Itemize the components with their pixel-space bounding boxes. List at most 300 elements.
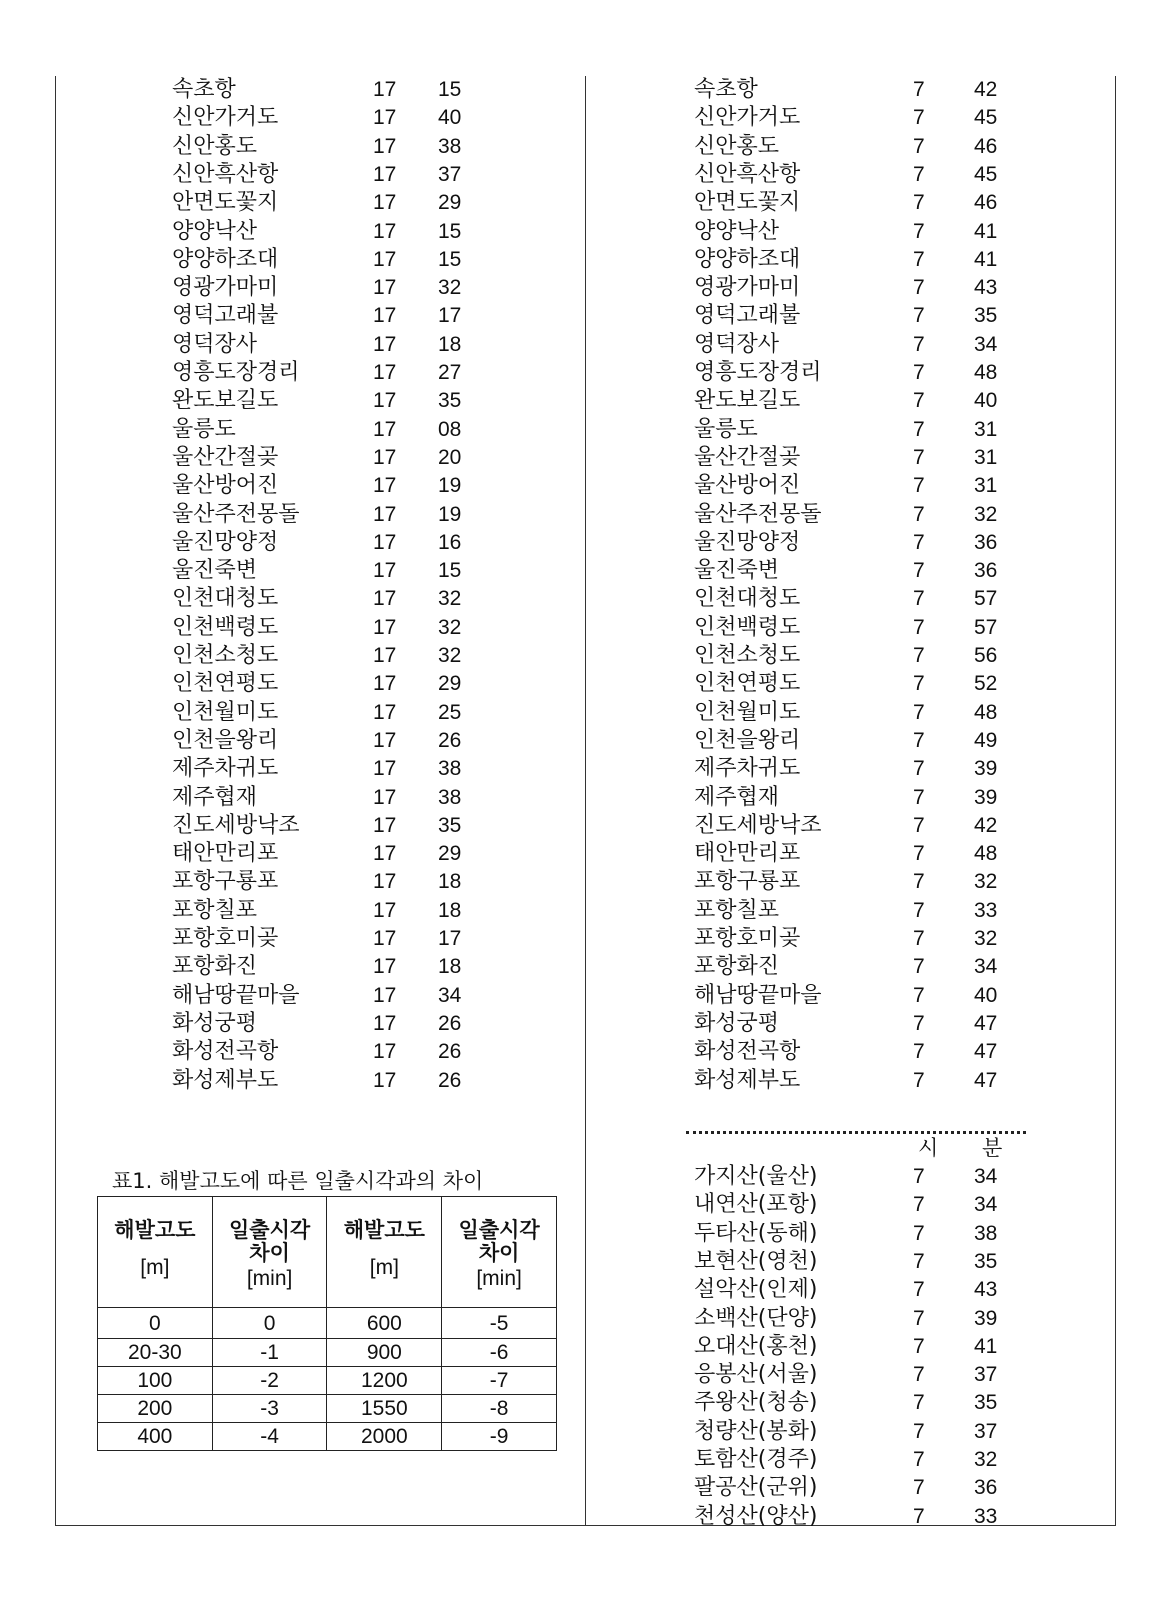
left-row-minute: 38 — [438, 135, 462, 158]
left-row-minute: 15 — [438, 78, 462, 101]
left-row-minute: 19 — [438, 503, 462, 526]
left-row-minute: 32 — [438, 616, 462, 639]
left-row-hour: 17 — [373, 955, 397, 978]
right-row-hour: 7 — [913, 814, 925, 837]
right-row-hour: 7 — [913, 191, 925, 214]
altitude-table-cell: -4 — [212, 1423, 327, 1451]
header-diff-1 — [212, 1197, 327, 1308]
mountain-row-hour: 7 — [913, 1476, 925, 1499]
mountain-row-hour: 7 — [913, 1335, 925, 1358]
left-row-minute: 38 — [438, 757, 462, 780]
mountain-row-minute: 37 — [974, 1363, 998, 1386]
left-row-name: 인천을왕리 — [172, 728, 279, 753]
left-row-name: 포항화진 — [172, 954, 258, 979]
right-row-name: 영광가마미 — [694, 275, 801, 300]
right-row-hour: 7 — [913, 106, 925, 129]
right-row-minute: 46 — [974, 135, 998, 158]
left-row-hour: 17 — [373, 899, 397, 922]
right-row-hour: 7 — [913, 446, 925, 469]
left-row-hour: 17 — [373, 220, 397, 243]
mountain-row-minute: 43 — [974, 1278, 998, 1301]
altitude-table — [97, 1196, 557, 1451]
right-row-name: 안면도꽃지 — [694, 190, 801, 215]
altitude-table-row — [98, 1395, 557, 1423]
right-row-minute: 57 — [974, 587, 998, 610]
altitude-table-cell: 1550 — [327, 1395, 442, 1423]
right-border — [1115, 76, 1116, 1525]
mountain-row-hour: 7 — [913, 1307, 925, 1330]
right-row-hour: 7 — [913, 984, 925, 1007]
left-row-name: 화성전곡항 — [172, 1039, 279, 1064]
right-row-hour: 7 — [913, 786, 925, 809]
altitude-table-cell: -7 — [442, 1367, 557, 1395]
left-row-name: 포항칠포 — [172, 898, 258, 923]
left-row-minute: 17 — [438, 304, 462, 327]
left-row-name: 태안만리포 — [172, 841, 279, 866]
right-row-hour: 7 — [913, 587, 925, 610]
left-row-name: 신안홍도 — [172, 134, 258, 159]
left-row-name: 영덕고래불 — [172, 303, 279, 328]
right-row-minute: 34 — [974, 955, 998, 978]
left-row-hour: 17 — [373, 191, 397, 214]
left-row-name: 제주협재 — [172, 785, 258, 810]
left-row-hour: 17 — [373, 729, 397, 752]
right-row-name: 인천대청도 — [694, 586, 801, 611]
right-row-minute: 41 — [974, 220, 998, 243]
right-row-hour: 7 — [913, 474, 925, 497]
altitude-table-cell: 600 — [327, 1308, 442, 1339]
right-row-minute: 36 — [974, 531, 998, 554]
right-row-minute: 42 — [974, 814, 998, 837]
left-row-minute: 26 — [438, 1012, 462, 1035]
right-row-hour: 7 — [913, 757, 925, 780]
mountain-row-name: 보현산(영천) — [694, 1249, 818, 1274]
left-row-name: 포항호미곶 — [172, 926, 279, 951]
right-row-name: 제주차귀도 — [694, 756, 801, 781]
mountain-row-hour: 7 — [913, 1278, 925, 1301]
right-row-minute: 57 — [974, 616, 998, 639]
right-row-name: 인천백령도 — [694, 615, 801, 640]
right-row-hour: 7 — [913, 248, 925, 271]
altitude-table-cell: -2 — [212, 1367, 327, 1395]
right-row-hour: 7 — [913, 304, 925, 327]
right-row-minute: 32 — [974, 870, 998, 893]
right-row-name: 포항호미곶 — [694, 926, 801, 951]
left-row-hour: 17 — [373, 418, 397, 441]
right-row-name: 울산간절곶 — [694, 445, 801, 470]
mountain-row-hour: 7 — [913, 1193, 925, 1216]
mountain-row-minute: 37 — [974, 1420, 998, 1443]
right-row-name: 속초항 — [694, 77, 758, 102]
mountain-row-name: 가지산(울산) — [694, 1164, 818, 1189]
left-row-hour: 17 — [373, 333, 397, 356]
right-row-minute: 56 — [974, 644, 998, 667]
mountain-row-hour: 7 — [913, 1222, 925, 1245]
right-row-hour: 7 — [913, 78, 925, 101]
left-row-minute: 29 — [438, 842, 462, 865]
right-row-hour: 7 — [913, 1012, 925, 1035]
left-row-hour: 17 — [373, 559, 397, 582]
altitude-table-cell: 900 — [327, 1339, 442, 1367]
header-label: 해발고도 — [114, 1218, 196, 1242]
mountain-row-name: 팔공산(군위) — [694, 1475, 818, 1500]
mountain-minute-header: 분 — [982, 1137, 1003, 1160]
right-row-name: 완도보길도 — [694, 388, 801, 413]
left-row-name: 진도세방낙조 — [172, 813, 300, 838]
left-row-minute: 26 — [438, 729, 462, 752]
left-row-hour: 17 — [373, 927, 397, 950]
left-row-minute: 19 — [438, 474, 462, 497]
left-row-minute: 29 — [438, 672, 462, 695]
right-row-name: 영덕장사 — [694, 332, 780, 357]
right-row-name: 인천소청도 — [694, 643, 801, 668]
left-row-name: 울산주전몽돌 — [172, 502, 300, 527]
header-altitude-2 — [327, 1197, 442, 1308]
altitude-table-cell: -8 — [442, 1395, 557, 1423]
left-row-minute: 17 — [438, 927, 462, 950]
right-row-name: 인천월미도 — [694, 700, 801, 725]
left-row-minute: 26 — [438, 1069, 462, 1092]
left-row-hour: 17 — [373, 814, 397, 837]
mountain-hour-header: 시 — [918, 1137, 939, 1160]
right-row-minute: 32 — [974, 503, 998, 526]
left-row-hour: 17 — [373, 248, 397, 271]
left-row-minute: 34 — [438, 984, 462, 1007]
left-row-minute: 35 — [438, 389, 462, 412]
left-row-hour: 17 — [373, 644, 397, 667]
mountain-row-minute: 35 — [974, 1391, 998, 1414]
right-row-minute: 31 — [974, 474, 998, 497]
left-row-hour: 17 — [373, 78, 397, 101]
header-label: 일출시각 차이 — [458, 1218, 540, 1265]
mountain-row-minute: 32 — [974, 1448, 998, 1471]
mountain-row-name: 청량산(봉화) — [694, 1419, 818, 1444]
header-unit: [m] — [140, 1256, 170, 1279]
right-row-hour: 7 — [913, 616, 925, 639]
mountain-row-minute: 39 — [974, 1307, 998, 1330]
left-row-name: 해남땅끝마을 — [172, 983, 300, 1008]
left-row-name: 인천소청도 — [172, 643, 279, 668]
center-divider — [585, 76, 586, 1525]
mountain-row-minute: 38 — [974, 1222, 998, 1245]
right-row-hour: 7 — [913, 1040, 925, 1063]
altitude-table-cell: 0 — [212, 1308, 327, 1339]
right-row-name: 양양하조대 — [694, 247, 801, 272]
right-row-minute: 34 — [974, 333, 998, 356]
left-row-minute: 40 — [438, 106, 462, 129]
table1-caption: 표1. 해발고도에 따른 일출시각과의 차이 — [112, 1169, 484, 1193]
right-row-hour: 7 — [913, 927, 925, 950]
right-row-minute: 32 — [974, 927, 998, 950]
left-row-name: 양양하조대 — [172, 247, 279, 272]
right-row-minute: 47 — [974, 1012, 998, 1035]
mountain-row-name: 소백산(단양) — [694, 1306, 818, 1331]
right-row-minute: 40 — [974, 389, 998, 412]
altitude-table-row — [98, 1423, 557, 1451]
right-row-name: 신안가거도 — [694, 105, 801, 130]
left-row-hour: 17 — [373, 163, 397, 186]
right-row-name: 양양낙산 — [694, 219, 780, 244]
altitude-table-cell: -3 — [212, 1395, 327, 1423]
left-row-minute: 38 — [438, 786, 462, 809]
left-row-minute: 27 — [438, 361, 462, 384]
mountain-row-minute: 35 — [974, 1250, 998, 1273]
left-row-hour: 17 — [373, 446, 397, 469]
right-row-name: 울산주전몽돌 — [694, 502, 822, 527]
altitude-table-row — [98, 1367, 557, 1395]
left-row-name: 신안흑산항 — [172, 162, 279, 187]
right-row-name: 신안흑산항 — [694, 162, 801, 187]
right-row-minute: 31 — [974, 446, 998, 469]
right-row-minute: 41 — [974, 248, 998, 271]
right-row-hour: 7 — [913, 842, 925, 865]
right-row-hour: 7 — [913, 672, 925, 695]
left-row-name: 영흥도장경리 — [172, 360, 300, 385]
altitude-table-row — [98, 1308, 557, 1339]
left-row-minute: 37 — [438, 163, 462, 186]
right-row-minute: 46 — [974, 191, 998, 214]
right-row-minute: 43 — [974, 276, 998, 299]
header-unit: [min] — [476, 1267, 522, 1290]
left-row-minute: 15 — [438, 248, 462, 271]
left-row-minute: 16 — [438, 531, 462, 554]
altitude-table-cell: 100 — [98, 1367, 213, 1395]
right-row-minute: 35 — [974, 304, 998, 327]
altitude-table-cell: 20-30 — [98, 1339, 213, 1367]
right-row-minute: 42 — [974, 78, 998, 101]
mountain-row-name: 천성산(양산) — [694, 1504, 818, 1529]
left-row-name: 울산방어진 — [172, 473, 279, 498]
left-border — [55, 76, 56, 1525]
right-row-hour: 7 — [913, 276, 925, 299]
right-row-name: 포항화진 — [694, 954, 780, 979]
right-row-minute: 48 — [974, 701, 998, 724]
right-row-minute: 48 — [974, 842, 998, 865]
right-row-hour: 7 — [913, 333, 925, 356]
left-row-hour: 17 — [373, 984, 397, 1007]
right-row-minute: 48 — [974, 361, 998, 384]
altitude-table-cell: 1200 — [327, 1367, 442, 1395]
header-label: 해발고도 — [343, 1218, 425, 1242]
right-row-name: 제주협재 — [694, 785, 780, 810]
altitude-table-cell: 2000 — [327, 1423, 442, 1451]
altitude-table-cell: 200 — [98, 1395, 213, 1423]
right-row-name: 진도세방낙조 — [694, 813, 822, 838]
right-row-minute: 45 — [974, 163, 998, 186]
header-altitude-1 — [98, 1197, 213, 1308]
left-row-name: 인천백령도 — [172, 615, 279, 640]
left-row-name: 속초항 — [172, 77, 236, 102]
right-row-minute: 47 — [974, 1069, 998, 1092]
left-row-hour: 17 — [373, 106, 397, 129]
left-row-name: 화성제부도 — [172, 1068, 279, 1093]
mountain-row-minute: 34 — [974, 1165, 998, 1188]
mountain-row-name: 내연산(포항) — [694, 1192, 818, 1217]
left-row-name: 울진망양정 — [172, 530, 279, 555]
right-row-name: 화성궁평 — [694, 1011, 780, 1036]
altitude-table-cell: 0 — [98, 1308, 213, 1339]
left-row-name: 인천월미도 — [172, 700, 279, 725]
mountain-row-name: 두타산(동해) — [694, 1221, 818, 1246]
left-row-hour: 17 — [373, 474, 397, 497]
left-row-minute: 32 — [438, 276, 462, 299]
altitude-table-cell: 400 — [98, 1423, 213, 1451]
mountain-row-name: 응봉산(서울) — [694, 1362, 818, 1387]
left-row-name: 포항구룡포 — [172, 869, 279, 894]
left-row-name: 화성궁평 — [172, 1011, 258, 1036]
right-row-hour: 7 — [913, 955, 925, 978]
mountain-row-hour: 7 — [913, 1363, 925, 1386]
left-row-minute: 35 — [438, 814, 462, 837]
left-row-name: 울진죽변 — [172, 558, 258, 583]
right-row-hour: 7 — [913, 701, 925, 724]
right-row-minute: 52 — [974, 672, 998, 695]
left-row-hour: 17 — [373, 304, 397, 327]
left-row-hour: 17 — [373, 1012, 397, 1035]
right-row-name: 울진죽변 — [694, 558, 780, 583]
altitude-table-header-row — [98, 1197, 557, 1308]
mountain-row-name: 오대산(홍천) — [694, 1334, 818, 1359]
left-row-hour: 17 — [373, 616, 397, 639]
right-row-minute: 47 — [974, 1040, 998, 1063]
left-row-hour: 17 — [373, 1069, 397, 1092]
left-row-name: 완도보길도 — [172, 388, 279, 413]
left-row-hour: 17 — [373, 587, 397, 610]
left-row-minute: 18 — [438, 870, 462, 893]
left-row-minute: 18 — [438, 899, 462, 922]
left-row-minute: 25 — [438, 701, 462, 724]
right-row-minute: 45 — [974, 106, 998, 129]
left-row-name: 인천대청도 — [172, 586, 279, 611]
left-row-hour: 17 — [373, 361, 397, 384]
altitude-table-cell: -5 — [442, 1308, 557, 1339]
right-row-name: 인천을왕리 — [694, 728, 801, 753]
right-row-hour: 7 — [913, 389, 925, 412]
right-row-hour: 7 — [913, 220, 925, 243]
header-unit: [m] — [369, 1256, 399, 1279]
mountain-row-hour: 7 — [913, 1448, 925, 1471]
left-row-minute: 18 — [438, 333, 462, 356]
right-row-name: 인천연평도 — [694, 671, 801, 696]
mountain-row-minute: 33 — [974, 1505, 998, 1528]
right-row-minute: 36 — [974, 559, 998, 582]
right-row-hour: 7 — [913, 361, 925, 384]
right-row-hour: 7 — [913, 163, 925, 186]
left-row-hour: 17 — [373, 701, 397, 724]
left-row-name: 울릉도 — [172, 417, 236, 442]
right-row-minute: 39 — [974, 786, 998, 809]
mountain-row-name: 설악산(인제) — [694, 1277, 818, 1302]
left-row-hour: 17 — [373, 1040, 397, 1063]
mountain-row-hour: 7 — [913, 1505, 925, 1528]
right-row-minute: 33 — [974, 899, 998, 922]
left-row-hour: 17 — [373, 672, 397, 695]
left-row-name: 영덕장사 — [172, 332, 258, 357]
altitude-table-cell: -1 — [212, 1339, 327, 1367]
altitude-table-row — [98, 1339, 557, 1367]
left-row-name: 제주차귀도 — [172, 756, 279, 781]
header-label: 일출시각 차이 — [229, 1218, 311, 1265]
right-row-hour: 7 — [913, 870, 925, 893]
right-row-minute: 39 — [974, 757, 998, 780]
mountain-row-hour: 7 — [913, 1420, 925, 1443]
section-divider — [686, 1131, 1026, 1134]
left-row-minute: 15 — [438, 559, 462, 582]
right-row-name: 영덕고래불 — [694, 303, 801, 328]
right-row-hour: 7 — [913, 418, 925, 441]
right-row-hour: 7 — [913, 644, 925, 667]
right-row-name: 영흥도장경리 — [694, 360, 822, 385]
left-row-minute: 26 — [438, 1040, 462, 1063]
left-row-minute: 08 — [438, 418, 462, 441]
right-row-name: 신안홍도 — [694, 134, 780, 159]
left-row-hour: 17 — [373, 842, 397, 865]
right-row-name: 포항칠포 — [694, 898, 780, 923]
mountain-row-name: 주왕산(청송) — [694, 1390, 818, 1415]
left-row-hour: 17 — [373, 135, 397, 158]
left-row-hour: 17 — [373, 757, 397, 780]
left-row-name: 신안가거도 — [172, 105, 279, 130]
right-row-name: 화성제부도 — [694, 1068, 801, 1093]
left-row-hour: 17 — [373, 870, 397, 893]
right-row-hour: 7 — [913, 531, 925, 554]
mountain-row-hour: 7 — [913, 1250, 925, 1273]
bottom-border — [55, 1525, 1116, 1526]
mountain-row-name: 토함산(경주) — [694, 1447, 818, 1472]
right-row-hour: 7 — [913, 503, 925, 526]
header-unit: [min] — [246, 1267, 293, 1290]
right-row-hour: 7 — [913, 1069, 925, 1092]
left-row-hour: 17 — [373, 503, 397, 526]
left-row-minute: 32 — [438, 587, 462, 610]
right-row-name: 해남땅끝마을 — [694, 983, 822, 1008]
right-row-name: 포항구룡포 — [694, 869, 801, 894]
altitude-table-cell: -9 — [442, 1423, 557, 1451]
mountain-row-minute: 34 — [974, 1193, 998, 1216]
mountain-row-hour: 7 — [913, 1391, 925, 1414]
right-row-hour: 7 — [913, 729, 925, 752]
right-row-minute: 40 — [974, 984, 998, 1007]
right-row-name: 태안만리포 — [694, 841, 801, 866]
right-row-name: 울릉도 — [694, 417, 758, 442]
left-row-name: 울산간절곶 — [172, 445, 279, 470]
left-row-name: 영광가마미 — [172, 275, 279, 300]
right-row-minute: 31 — [974, 418, 998, 441]
right-row-hour: 7 — [913, 899, 925, 922]
left-row-hour: 17 — [373, 276, 397, 299]
left-row-minute: 29 — [438, 191, 462, 214]
left-row-name: 인천연평도 — [172, 671, 279, 696]
left-row-hour: 17 — [373, 389, 397, 412]
right-row-hour: 7 — [913, 135, 925, 158]
right-row-hour: 7 — [913, 559, 925, 582]
mountain-row-minute: 41 — [974, 1335, 998, 1358]
left-row-minute: 18 — [438, 955, 462, 978]
right-row-name: 울진망양정 — [694, 530, 801, 555]
left-row-minute: 32 — [438, 644, 462, 667]
altitude-table-cell: -6 — [442, 1339, 557, 1367]
left-row-minute: 15 — [438, 220, 462, 243]
left-row-name: 양양낙산 — [172, 219, 258, 244]
header-diff-2 — [442, 1197, 557, 1308]
left-row-hour: 17 — [373, 531, 397, 554]
left-row-hour: 17 — [373, 786, 397, 809]
right-row-name: 울산방어진 — [694, 473, 801, 498]
right-row-name: 화성전곡항 — [694, 1039, 801, 1064]
mountain-row-minute: 36 — [974, 1476, 998, 1499]
right-row-minute: 49 — [974, 729, 998, 752]
mountain-row-hour: 7 — [913, 1165, 925, 1188]
